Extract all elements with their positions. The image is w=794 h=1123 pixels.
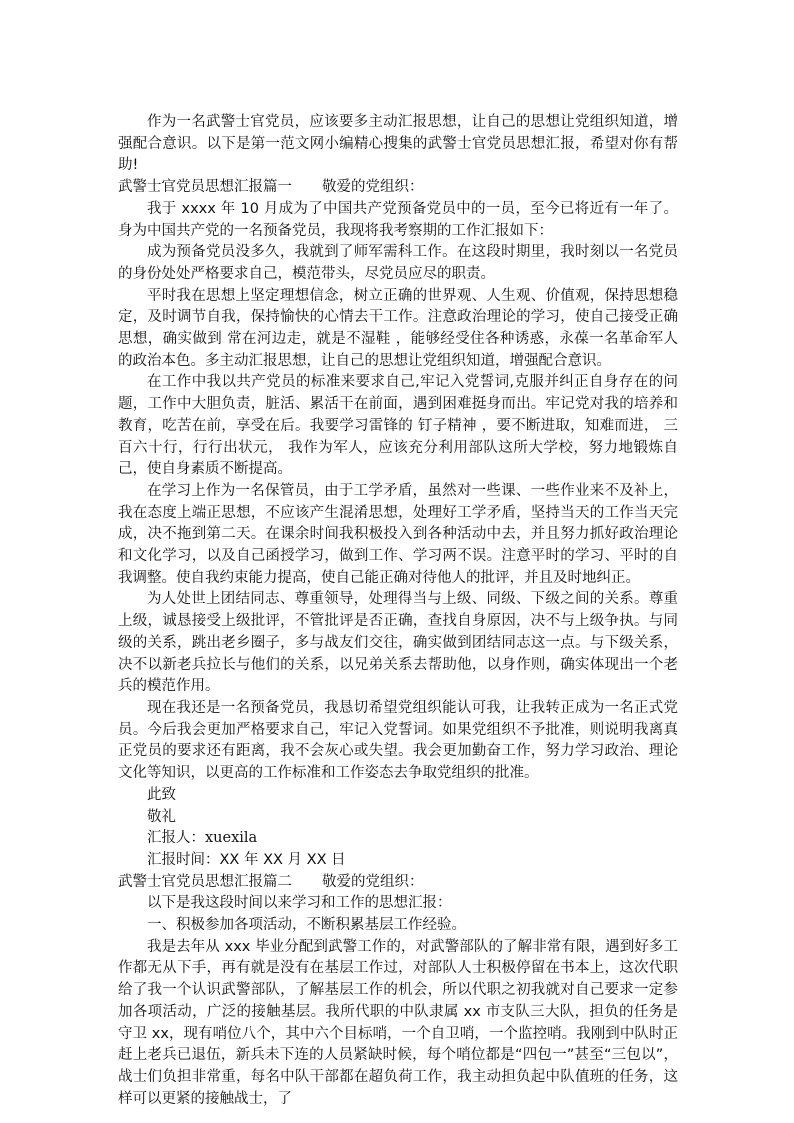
section-2-salutation: 敬爱的党组织： <box>322 873 424 890</box>
reporter-name: xuexila <box>205 830 258 847</box>
section-1-paragraph: 平时我在思想上坚定理想信念，树立正确的世界观、人生观、价值观，保持思想稳定，及时调节自我，保持愉快的心情去干工作。注意政治理论的学习，使自己接受正确思想，确实做到 常在河边走，就是不湿鞋 ，能够经受住各种诱惑，永葆一名革命军人的政治本色。多主动汇报思想，让自己的思想让党组织知道，增强配合意识。 <box>118 287 678 369</box>
section-1-heading <box>118 177 678 199</box>
section-1-paragraph: 在工作中我以共产党员的标准来要求自己,牢记入党誓词,克服并纠正自身存在的问题，工作中大胆负责，脏活、累活干在前面，遇到困难挺身而出。牢记党对我的培养和教育，吃苦在前，享受在后。我要学习雷锋的 钉子精神 ，要不断进取，知难而进， 三百六十行，行行出状元， 我作为军人，应该充分利用部队这所大学校，努力地锻炼自己，使自身素质不断提高。 <box>118 374 678 478</box>
intro-paragraph: 作为一名武警士官党员，应该要多主动汇报思想，让自己的思想让党组织知道，增强配合意识。以下是第一范文网小编精心搜集的武警士官党员思想汇报，希望对你有帮助! <box>118 114 678 174</box>
section-2-paragraph: 我是去年从 xxx 毕业分配到武警工作的，对武警部队的了解非常有限，遇到好多工作都无从下手，再有就是没有在基层工作过，对部队人士积极停留在书本上，这次代职给了我一个认识武警部队，了解基层工作的机会，所以代职之初我就对自己要求一定参加各项活动，广泛的接触基层。我所代职的中队隶属 xx 市支队三大队，担负的任务是守卫 xx，现有哨位八个，其中六个目标哨，一个自卫哨，一个监控哨。我刚到中队时正赶上老兵已退伍，新兵未下连的人员紧缺时候，每个哨位都是“四包一”甚至“三包以”，战士们负担非常重，每名中队干部都在超负荷工作，我主动担负起中队值班的任务，这样可以更紧的接触战士，了 <box>118 938 678 1107</box>
section-1-salutation: 敬爱的党组织： <box>322 179 424 196</box>
section-1-title: 武警士官党员思想汇报篇一 <box>118 179 292 196</box>
document-body <box>118 112 678 1110</box>
section-1-paragraph: 为人处世上团结同志、尊重领导，处理得当与上级、同级、下级之间的关系。尊重上级，诚恳接受上级批评，不管批评是否正确，查找自身原因，决不与上级争执。与同级的关系，跳出老乡圈子，多与战友们交往，确实做到团结同志这一点。与下级关系，决不以新老兵拉长与他们的关系，以兄弟关系去帮助他，以身作则，确实体现出一个老兵的模范作用。 <box>118 591 678 695</box>
section-1-paragraph: 我于 xxxx 年 10 月成为了中国共产党预备党员中的一员，至今已将近有一年了。身为中国共产党的一名预备党员，我现将我考察期的工作汇报如下： <box>118 200 678 239</box>
section-2-paragraph: 一、积极参加各项活动，不断积累基层工作经验。 <box>147 917 466 934</box>
section-2-paragraph: 以下是我这段时间以来学习和工作的思想汇报： <box>147 895 452 912</box>
section-1-paragraph: 在学习上作为一名保管员，由于工学矛盾，虽然对一些课、一些作业来不及补上，我在态度上端正思想，不应该产生混淆思想，处理好工学矛盾，坚持当天的工作当天完成，决不拖到第二天。在课余时间我积极投入到各种活动中去，并且努力抓好政治理论和文化学习，以及自己函授学习，做到工作、学习两不误。注意平时的学习、平时的自我调整。使自我约束能力提高，使自己能正确对待他人的批评，并且及时地纠正。 <box>118 482 678 586</box>
section-1-paragraph: 成为预备党员没多久，我就到了师军需科工作。在这段时期里，我时刻以一名党员的身份处处严格要求自己，模范带头，尽党员应尽的职责。 <box>118 244 678 282</box>
closing-line-2: 敬礼 <box>147 808 176 825</box>
section-1-paragraph: 现在我还是一名预备党员，我恳切希望党组织能认可我，让我转正成为一名正式党员。今后我会更加严格要求自己，牢记入党誓词。如果党组织不予批准，则说明我离真正党员的要求还有距离，我不会灰心或失望。我会更加勤奋工作，努力学习政治、理论文化等知识，以更高的工作标准和工作姿态去争取党组织的批准。 <box>118 699 678 782</box>
closing-line-1: 此致 <box>147 786 176 803</box>
reporter-label: 汇报人： <box>147 830 205 847</box>
report-time-line <box>118 850 678 872</box>
report-time-label: 汇报时间： <box>147 851 220 868</box>
reporter-line <box>118 828 678 850</box>
section-2-title: 武警士官党员思想汇报篇二 <box>118 873 292 890</box>
report-time-value: XX 年 XX 月 XX 日 <box>219 851 346 868</box>
section-2-heading <box>118 872 678 894</box>
